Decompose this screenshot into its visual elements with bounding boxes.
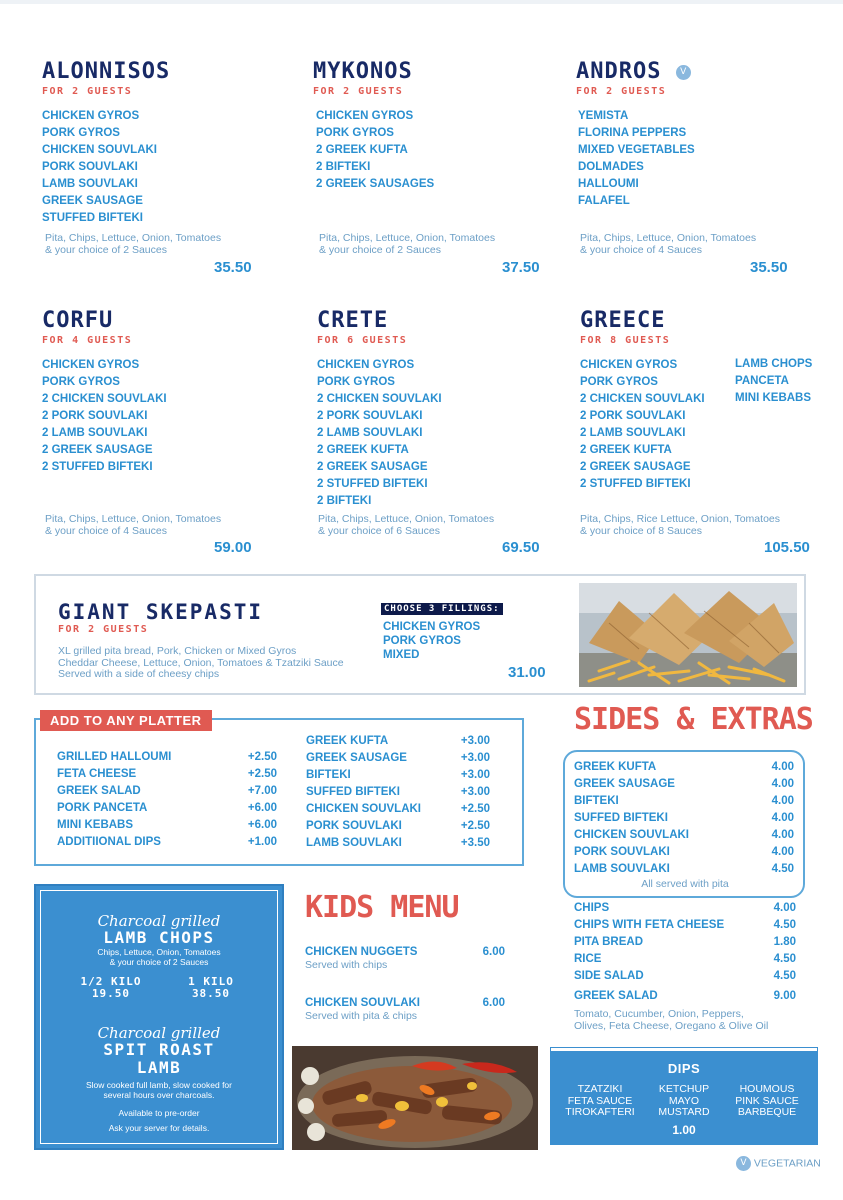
list-item: PORK SOUVLAKI [42, 161, 138, 173]
dips-list [649, 1084, 719, 1119]
list-item: HALLOUMI [578, 178, 639, 190]
dips-list [731, 1084, 803, 1119]
list-item [574, 759, 794, 776]
item-name: GREEK KUFTA [574, 761, 657, 773]
list-item: 2 CHICKEN SOUVLAKI [580, 393, 705, 405]
item-name: CHIPS WITH FETA CHEESE [574, 919, 725, 931]
list-item: 2 GREEK KUFTA [316, 144, 408, 156]
add-to-platter-list [306, 733, 490, 852]
platter-items [317, 357, 442, 510]
spit-roast-heading-lamb: LAMB [136, 1058, 182, 1077]
skepasti-subtitle: FOR 2 GUESTS [58, 624, 149, 635]
description-line: XL grilled pita bread, Pork, Chicken or Mixed Gyros [58, 645, 297, 657]
description-line: Pita, Chips, Lettuce, Onion, Tomatoes [45, 513, 222, 525]
list-item [57, 783, 277, 800]
description-line: & your choice of 2 Sauces [45, 243, 167, 256]
platter-description [580, 514, 780, 537]
item-price: 6.00 [482, 997, 505, 1009]
item-price: 4.50 [773, 970, 796, 982]
item-price: +7.00 [247, 785, 277, 797]
item-price: 4.00 [771, 761, 794, 773]
item-name: CHIPS [574, 902, 610, 914]
list-item: PORK GYROS [383, 635, 461, 647]
list-item: PORK GYROS [317, 376, 395, 388]
platter-subtitle: FOR 4 GUESTS [42, 335, 133, 346]
platter-title: ALONNISOS [42, 59, 171, 84]
item-price: 4.50 [773, 953, 796, 965]
list-item: FLORINA PEPPERS [578, 127, 687, 139]
list-item: 2 PORK SOUVLAKI [317, 410, 423, 422]
description-line: Chips, Lettuce, Onion, Tomatoes [97, 947, 221, 957]
description-line: Pita, Chips, Lettuce, Onion, Tomatoes [580, 232, 757, 244]
item-name: PORK SOUVLAKI [574, 846, 670, 858]
platter-subtitle: FOR 2 GUESTS [313, 86, 404, 97]
item-name: PORK PANCETA [57, 802, 148, 814]
option-price: 19.50 [91, 987, 131, 1000]
lamb-panel [34, 884, 284, 1150]
item-price: +2.50 [460, 803, 490, 815]
platter-greece [580, 309, 705, 493]
list-item: MIXED [383, 649, 420, 661]
spit-roast-heading: SPIT ROAST [103, 1040, 215, 1059]
item-description: Served with pita & chips [305, 1010, 418, 1022]
platter-subtitle: FOR 8 GUESTS [580, 335, 671, 346]
item-name: LAMB SOUVLAKI [306, 837, 402, 849]
list-item: CHICKEN GYROS [317, 359, 415, 371]
kids-item [305, 997, 505, 1022]
pre-order-note: Available to pre-order [118, 1108, 200, 1118]
list-item: STUFFED BIFTEKI [42, 212, 143, 224]
list-item: FALAFEL [578, 195, 630, 207]
list-item [306, 750, 490, 767]
kids-item-row [305, 997, 505, 1009]
list-item [306, 733, 490, 750]
list-item: MAYO [668, 1094, 700, 1107]
platter-title [576, 60, 695, 84]
list-item: PANCETA [735, 375, 789, 387]
skepasti-description [58, 646, 344, 681]
description-line: Pita, Chips, Lettuce, Onion, Tomatoes [318, 513, 495, 525]
item-name: SUFFED BIFTEKI [574, 812, 668, 824]
sides-note: All served with pita [641, 878, 729, 890]
description-line: & your choice of 6 Sauces [318, 524, 440, 537]
platter-price: 105.50 [764, 539, 810, 556]
list-item: HOUMOUS [739, 1083, 795, 1095]
item-name: GREEK SAUSAGE [574, 778, 675, 790]
list-item [57, 834, 277, 851]
item-price: 4.00 [771, 812, 794, 824]
list-item [306, 835, 490, 852]
platter-mykonos [313, 60, 434, 193]
item-price: 4.50 [771, 863, 794, 875]
list-item: 2 STUFFED BIFTEKI [42, 461, 153, 473]
item-price: 4.00 [773, 902, 796, 914]
list-item [574, 934, 796, 951]
list-item: 2 GREEK SAUSAGE [580, 461, 691, 473]
list-item: 2 PORK SOUVLAKI [580, 410, 686, 422]
list-item: CHICKEN GYROS [42, 110, 140, 122]
item-name: GREEK SALAD [57, 785, 141, 797]
list-item [574, 827, 794, 844]
list-item: GREEK SAUSAGE [42, 195, 143, 207]
item-name: CHICKEN NUGGETS [305, 946, 418, 958]
dips-panel [551, 1048, 817, 1144]
platter-subtitle: FOR 2 GUESTS [42, 86, 133, 97]
list-item: 2 LAMB SOUVLAKI [580, 427, 686, 439]
list-item: LAMB CHOPS [735, 358, 813, 370]
list-item: 2 GREEK KUFTA [580, 444, 672, 456]
kids-menu-title: KIDS MENU [305, 890, 459, 925]
list-item: 2 CHICKEN SOUVLAKI [42, 393, 167, 405]
platter-price: 35.50 [750, 259, 788, 276]
platter-corfu [42, 309, 167, 476]
skepasti-title: GIANT SKEPASTI [58, 600, 264, 624]
platter-title: CRETE [317, 308, 389, 333]
description-line: Pita, Chips, Rice Lettuce, Onion, Tomatoes [580, 513, 780, 525]
description-line: Olives, Feta Cheese, Oregano & Olive Oil [574, 1020, 769, 1032]
list-item [574, 793, 794, 810]
list-item: CHICKEN GYROS [42, 359, 140, 371]
list-item [57, 749, 277, 766]
platter-andros [576, 60, 695, 210]
list-item: CHICKEN GYROS [383, 621, 481, 633]
item-name: GRILLED HALLOUMI [57, 751, 172, 763]
platter-price: 35.50 [214, 259, 252, 276]
dips-title: DIPS [667, 1061, 701, 1076]
platter-subtitle: FOR 6 GUESTS [317, 335, 408, 346]
platter-price: 69.50 [502, 539, 540, 556]
list-item [574, 951, 796, 968]
item-name: PITA BREAD [574, 936, 643, 948]
item-price: 4.00 [771, 778, 794, 790]
list-item: FETA SAUCE [567, 1094, 633, 1107]
list-item: KETCHUP [658, 1083, 710, 1095]
list-item [574, 861, 794, 878]
item-name: FETA CHEESE [57, 768, 137, 780]
kids-item-row [305, 946, 505, 958]
platter-items [578, 108, 695, 210]
item-price: 9.00 [773, 990, 796, 1002]
platter-title: MYKONOS [313, 59, 413, 84]
platter-price: 37.50 [502, 259, 540, 276]
vegetarian-legend [736, 1156, 821, 1171]
list-item [574, 776, 794, 793]
spit-roast-description [36, 1080, 282, 1100]
item-price: 1.80 [773, 936, 796, 948]
platter-title: GREECE [580, 308, 666, 333]
description-line: Pita, Chips, Lettuce, Onion, Tomatoes [45, 232, 222, 244]
item-price: +3.00 [460, 735, 490, 747]
list-item: 2 STUFFED BIFTEKI [580, 478, 691, 490]
platter-price: 59.00 [214, 539, 252, 556]
list-item: CHICKEN GYROS [580, 359, 678, 371]
list-item: 2 GREEK SAUSAGE [317, 461, 428, 473]
item-name: LAMB SOUVLAKI [574, 863, 670, 875]
platter-description [45, 514, 221, 537]
list-item: TZATZIKI [577, 1083, 623, 1095]
description-line: Tomato, Cucumber, Onion, Peppers, [574, 1008, 744, 1020]
item-price: +2.50 [460, 820, 490, 832]
platter-items [316, 108, 434, 193]
legend-label: VEGETARIAN [753, 1157, 821, 1170]
list-item [57, 817, 277, 834]
description-line: & your choice of 2 Sauces [109, 957, 209, 967]
item-name: SIDE SALAD [574, 970, 644, 982]
sides-list [574, 759, 794, 878]
item-name: CHICKEN SOUVLAKI [306, 803, 422, 815]
platter-crete [317, 309, 442, 510]
list-item: 2 GREEK KUFTA [317, 444, 409, 456]
item-name: GREEK SALAD [574, 990, 658, 1002]
list-item [574, 968, 796, 985]
top-strip [0, 0, 843, 4]
list-item: PORK GYROS [580, 376, 658, 388]
add-to-platter-heading: ADD TO ANY PLATTER [40, 710, 212, 731]
list-item: TIROKAFTERI [565, 1106, 635, 1118]
option-label: 1 KILO [188, 975, 234, 988]
list-item: MINI KEBABS [735, 392, 812, 404]
description-line: & your choice of 2 Sauces [319, 243, 441, 256]
one-kilo-option [176, 976, 246, 1000]
list-item: PORK GYROS [42, 127, 120, 139]
dips-list [565, 1084, 635, 1119]
item-description: Served with chips [305, 959, 388, 971]
item-name: BIFTEKI [574, 795, 619, 807]
list-item: PORK GYROS [316, 127, 394, 139]
platter-items [580, 357, 705, 493]
item-name: RICE [574, 953, 602, 965]
grill-platter-photo [292, 1046, 538, 1150]
skepasti-photo [579, 583, 797, 687]
list-item [306, 801, 490, 818]
item-price: +3.00 [460, 752, 490, 764]
item-price: 4.00 [771, 829, 794, 841]
list-item: 2 GREEK SAUSAGE [42, 444, 153, 456]
item-name: GREEK SAUSAGE [306, 752, 407, 764]
option-price: 38.50 [191, 987, 231, 1000]
vegetarian-icon: V [676, 65, 691, 80]
list-item [574, 810, 794, 827]
description-line: Pita, Chips, Lettuce, Onion, Tomatoes [319, 232, 496, 244]
description-line: & your choice of 4 Sauces [45, 524, 167, 537]
item-name: GREEK KUFTA [306, 735, 389, 747]
platter-alonnisos [42, 60, 170, 227]
platter-extra-items [735, 356, 812, 407]
dips-price: 1.00 [672, 1123, 696, 1137]
item-price: 4.00 [771, 846, 794, 858]
list-item: PORK GYROS [42, 376, 120, 388]
item-name: ADDITIIONAL DIPS [57, 836, 161, 848]
list-item [574, 900, 796, 917]
platter-subtitle: FOR 2 GUESTS [576, 86, 667, 97]
list-item [306, 784, 490, 801]
platter-items [42, 357, 167, 476]
lamb-chops-script: Charcoal grilled [97, 912, 221, 930]
platter-items [42, 108, 170, 227]
fillings-list [383, 620, 480, 662]
extras-list [574, 900, 796, 985]
description-line: Served with a side of cheesy chips [58, 668, 220, 680]
description-line: several hours over charcoals. [103, 1090, 215, 1100]
description-line: & your choice of 4 Sauces [580, 243, 702, 256]
list-item: 2 LAMB SOUVLAKI [42, 427, 148, 439]
list-item: CHICKEN GYROS [316, 110, 414, 122]
option-label: 1/2 KILO [80, 975, 142, 988]
server-note: Ask your server for details. [108, 1123, 210, 1133]
platter-title-text: ANDROS [576, 59, 662, 84]
item-name: CHICKEN SOUVLAKI [574, 829, 690, 841]
item-price: +3.50 [460, 837, 490, 849]
description-line: Slow cooked full lamb, slow cooked for [86, 1080, 232, 1090]
item-price: +6.00 [247, 819, 277, 831]
item-price: 6.00 [482, 946, 505, 958]
giant-skepasti-panel [34, 574, 806, 695]
item-name: CHICKEN SOUVLAKI [305, 997, 421, 1009]
list-item: PINK SAUCE [735, 1094, 799, 1107]
item-name: SUFFED BIFTEKI [306, 786, 400, 798]
platter-title: CORFU [42, 308, 114, 333]
add-to-platter-list [57, 749, 277, 851]
list-item: CHICKEN SOUVLAKI [42, 144, 158, 156]
list-item [57, 800, 277, 817]
kids-item [305, 946, 505, 971]
item-price: +3.00 [460, 786, 490, 798]
list-item: 2 BIFTEKI [316, 161, 371, 173]
list-item [57, 766, 277, 783]
platter-description [580, 233, 756, 256]
half-kilo-option [76, 976, 146, 1000]
list-item: 2 STUFFED BIFTEKI [317, 478, 428, 490]
item-name: MINI KEBABS [57, 819, 134, 831]
list-item: 2 CHICKEN SOUVLAKI [317, 393, 442, 405]
greek-salad-row [574, 990, 796, 1002]
list-item [306, 818, 490, 835]
list-item [574, 917, 796, 934]
list-item: 2 LAMB SOUVLAKI [317, 427, 423, 439]
item-price: +2.50 [247, 751, 277, 763]
item-name: BIFTEKI [306, 769, 351, 781]
lamb-chops-heading: LAMB CHOPS [103, 928, 215, 947]
list-item: 2 BIFTEKI [317, 495, 372, 507]
platter-description [319, 233, 495, 256]
list-item: DOLMADES [578, 161, 644, 173]
list-item: LAMB SOUVLAKI [42, 178, 138, 190]
lamb-chops-description [36, 947, 282, 967]
list-item: YEMISTA [578, 110, 629, 122]
description-line: Cheddar Cheese, Lettuce, Onion, Tomatoes & Tzatziki Sauce [58, 656, 344, 669]
spit-roast-script: Charcoal grilled [97, 1024, 221, 1042]
skepasti-price: 31.00 [508, 664, 546, 681]
item-price: +6.00 [247, 802, 277, 814]
item-price: +1.00 [247, 836, 277, 848]
item-price: +2.50 [247, 768, 277, 780]
vegetarian-icon: V [736, 1156, 751, 1171]
list-item: BARBEQUE [737, 1106, 797, 1118]
greek-salad-description [574, 1008, 768, 1032]
list-item: MIXED VEGETABLES [578, 144, 695, 156]
item-name: PORK SOUVLAKI [306, 820, 402, 832]
item-price: 4.00 [771, 795, 794, 807]
list-item [574, 844, 794, 861]
platter-description [318, 514, 494, 537]
list-item: 2 PORK SOUVLAKI [42, 410, 148, 422]
description-line: & your choice of 8 Sauces [580, 524, 702, 537]
item-price: +3.00 [460, 769, 490, 781]
list-item: MUSTARD [658, 1106, 710, 1118]
choose-fillings-label: CHOOSE 3 FILLINGS: [381, 603, 503, 615]
item-price: 4.50 [773, 919, 796, 931]
platter-description [45, 233, 221, 256]
sides-title: SIDES & EXTRAS [574, 702, 813, 737]
list-item [306, 767, 490, 784]
list-item: 2 GREEK SAUSAGES [316, 178, 435, 190]
